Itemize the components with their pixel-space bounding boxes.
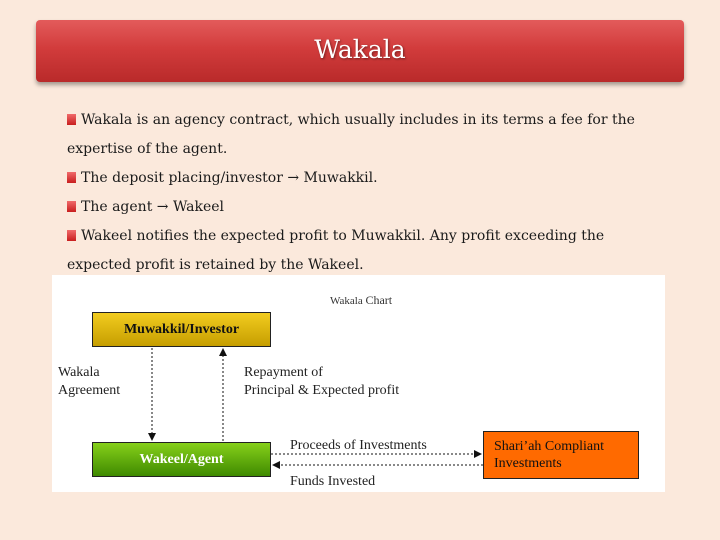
bullet-square-icon (67, 201, 76, 212)
bullet-square-icon (67, 230, 76, 241)
bullet-text: Wakeel notifies the expected profit to Muwakkil. Any profit exceeding the expected profit is retained by the Wakeel. (67, 228, 605, 273)
bullet-item (67, 222, 667, 280)
chart-title-wakala: Wakala (330, 295, 363, 307)
wakeel-agent-box: Wakeel/Agent (92, 442, 271, 477)
shariah-investments-box: Shari’ah Compliant Investments (483, 431, 639, 479)
proceeds-label: Proceeds of Investments (290, 438, 427, 453)
chart-title-chart: Chart (365, 293, 393, 307)
bullet-item (67, 164, 667, 193)
repayment-line-1: Repayment of (244, 365, 323, 380)
repayment-line-2: Principal & Expected profit (244, 383, 400, 398)
muwakkil-investor-box: Muwakkil/Investor (92, 312, 271, 347)
bullet-text: The agent → Wakeel (81, 199, 225, 215)
bullet-square-icon (67, 172, 76, 183)
bullet-text: The deposit placing/investor → Muwakkil. (81, 170, 378, 186)
repayment-label (244, 364, 399, 400)
wakala-agreement-label (58, 364, 120, 400)
wakala-chart (52, 275, 665, 492)
bullet-list (67, 106, 667, 280)
wakala-agreement-line-1: Wakala (58, 365, 100, 380)
bullet-item (67, 106, 667, 164)
wakala-agreement-line-2: Agreement (58, 383, 121, 398)
bullet-text: Wakala is an agency contract, which usually includes in its terms a fee for the expertise of the agent. (67, 112, 635, 157)
funds-invested-label: Funds Invested (290, 474, 376, 489)
bullet-item (67, 193, 667, 222)
slide-title: Wakala (314, 34, 406, 64)
title-bar (36, 20, 684, 82)
bullet-square-icon (67, 114, 76, 125)
